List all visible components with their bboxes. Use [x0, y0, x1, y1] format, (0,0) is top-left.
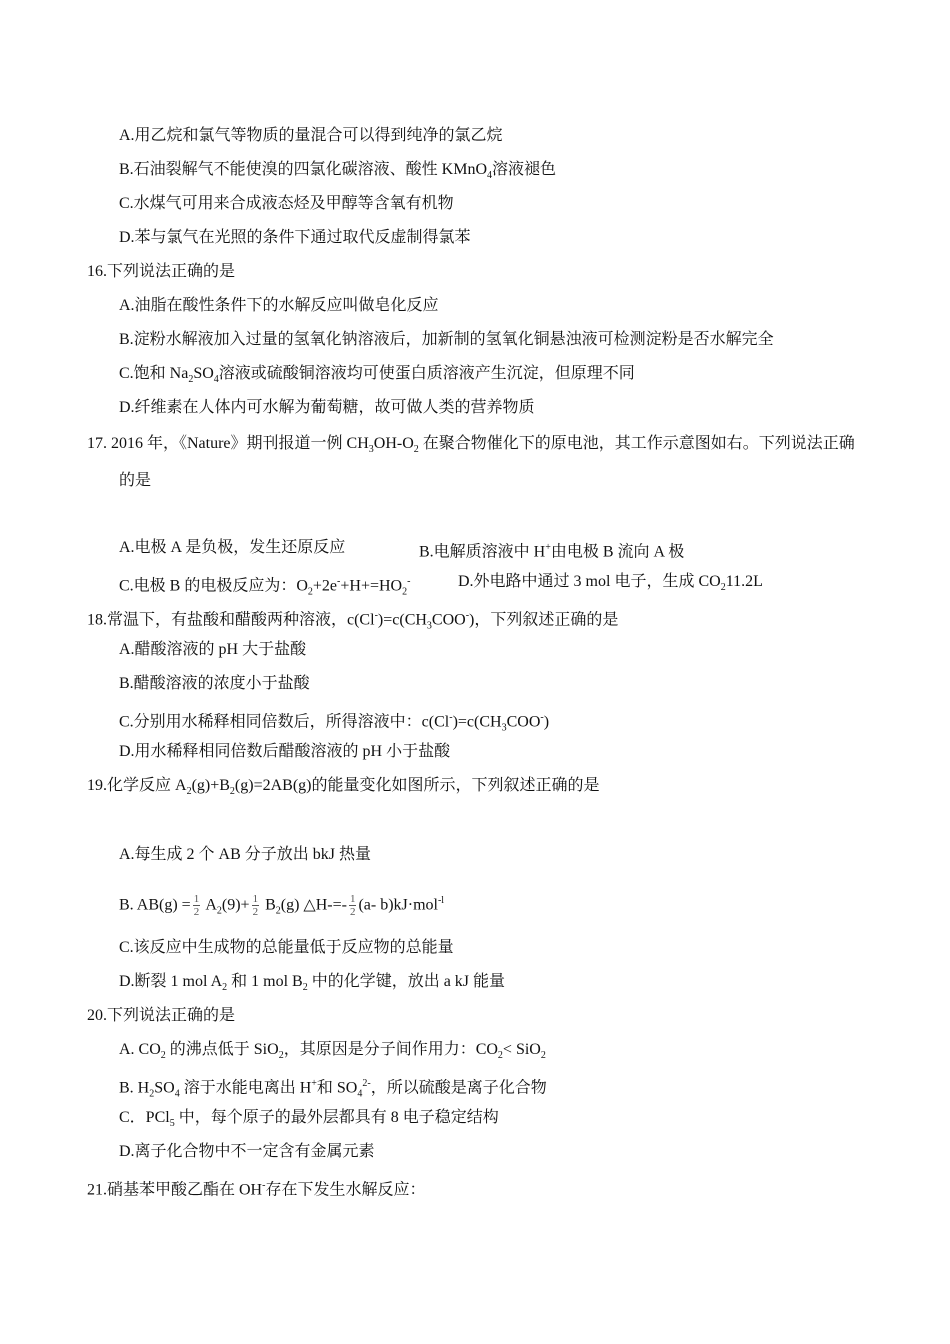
- q18-stem: [87, 606, 618, 637]
- text: (a- b)kJ·mol: [358, 896, 438, 914]
- q17-option-c: [119, 572, 410, 603]
- text: )=c(CH: [452, 713, 502, 731]
- text: +H+=HO: [340, 577, 403, 595]
- subscript: 3: [501, 722, 507, 734]
- text: ): [543, 713, 550, 731]
- q20-option-d: [119, 1142, 375, 1162]
- text: B. AB(g) =: [119, 896, 191, 914]
- subscript: 2: [720, 582, 726, 594]
- subscript: 2: [222, 982, 228, 994]
- text: )，下列叙述正确的是: [469, 611, 619, 629]
- text: D.纤维素在人体内可水解为葡萄糖，故可做人类的营养物质: [119, 399, 535, 416]
- subscript: 2: [497, 1050, 503, 1062]
- text: B: [261, 896, 276, 914]
- text: A. CO: [119, 1041, 161, 1058]
- q21-stem: [87, 1176, 425, 1200]
- text: 溶液褪色: [492, 161, 557, 178]
- text: 11.2L: [725, 573, 763, 590]
- text: B.电解质溶液中 H: [419, 543, 546, 561]
- text: B. H: [119, 1079, 150, 1097]
- text: (g)+B: [191, 777, 230, 794]
- q17-option-a: [119, 538, 345, 558]
- subscript: 4: [487, 170, 493, 182]
- q18-option-b: [119, 674, 310, 694]
- q18-option-d: [119, 742, 450, 762]
- subscript: 2: [302, 982, 308, 994]
- text: 的沸点低于 SiO: [165, 1041, 279, 1058]
- q19-stem: [87, 776, 600, 802]
- subscript: 2: [149, 1088, 155, 1100]
- text: 19.化学反应 A: [87, 777, 187, 794]
- text: 21.硝基苯甲酸乙酯在 OH: [87, 1181, 263, 1199]
- text: 溶液或硫酸铜溶液均可使蛋白质溶液产生沉淀，但原理不同: [218, 365, 635, 382]
- q20-option-b: [119, 1074, 547, 1105]
- text: C．PCl: [119, 1109, 170, 1126]
- text: D.离子化合物中不一定含有金属元素: [119, 1143, 375, 1160]
- text: 和 1 mol B: [227, 973, 303, 990]
- text: )=c(CH: [377, 611, 427, 629]
- text: OH-O: [373, 435, 414, 452]
- subscript: 4: [357, 1088, 363, 1100]
- text: (9)+: [221, 896, 250, 914]
- subscript: 5: [169, 1118, 175, 1130]
- subscript: 4: [174, 1088, 180, 1100]
- text: ，其原因是分子间作用力：CO: [283, 1041, 498, 1058]
- fraction-half: [349, 893, 357, 918]
- text: C.该反应中生成物的总能量低于反应物的总能量: [119, 939, 454, 956]
- text: B.醋酸溶液的浓度小于盐酸: [119, 675, 310, 692]
- text: 溶于水能电离出 H: [179, 1079, 312, 1097]
- text: A.醋酸溶液的 pH 大于盐酸: [119, 641, 307, 658]
- q15-option-b: [119, 160, 556, 186]
- text: C.饱和 Na: [119, 365, 189, 382]
- q19-option-d: [119, 972, 505, 998]
- fraction-denominator: 2: [349, 906, 356, 919]
- text: 由电极 B 流向 A 极: [550, 543, 685, 561]
- fraction-half: [193, 893, 201, 918]
- superscript: 2-: [362, 1078, 371, 1089]
- text: A.电极 A 是负极，发生还原反应: [119, 539, 346, 556]
- subscript: 2: [229, 786, 235, 798]
- subscript: 2: [307, 586, 313, 598]
- q20-stem: [87, 1006, 235, 1026]
- superscript: +: [311, 1078, 317, 1089]
- q19-option-c: [119, 938, 454, 958]
- subscript: 2: [186, 786, 192, 798]
- superscript: -: [407, 576, 411, 587]
- text: 20.下列说法正确的是: [87, 1007, 236, 1024]
- q16-option-d: [119, 398, 535, 418]
- text: D.断裂 1 mol A: [119, 973, 223, 990]
- q15-option-d-text: D.苯与氯气在光照的条件下通过取代反虚制得氯苯: [119, 229, 471, 246]
- q17-option-d: [458, 572, 763, 598]
- subscript: 2: [402, 586, 408, 598]
- text: COO: [431, 611, 466, 629]
- text: 的是: [119, 472, 152, 489]
- q20-option-c: [119, 1108, 499, 1134]
- subscript: 3: [426, 620, 432, 632]
- text: < SiO: [502, 1041, 541, 1058]
- subscript: 2: [160, 1050, 166, 1062]
- text: D.用水稀释相同倍数后醋酸溶液的 pH 小于盐酸: [119, 743, 451, 760]
- subscript: 4: [213, 374, 219, 386]
- text: ，所以硫酸是离子化合物: [370, 1079, 547, 1097]
- superscript: -: [465, 610, 470, 621]
- q15-option-d: [119, 228, 471, 248]
- text: SO: [154, 1079, 175, 1097]
- fraction-denominator: 2: [193, 906, 200, 919]
- text: 和 SO: [316, 1079, 358, 1097]
- subscript: 2: [188, 374, 194, 386]
- q20-option-a: [119, 1040, 546, 1066]
- superscript: +: [545, 542, 551, 553]
- text: COO: [506, 713, 541, 731]
- superscript: -: [540, 712, 544, 723]
- q16-option-a: [119, 296, 439, 316]
- text: C.分别用水稀释相同倍数后，所得溶液中：c(Cl: [119, 713, 450, 731]
- q16-option-c: [119, 364, 635, 390]
- superscript: -l: [437, 895, 445, 906]
- superscript: -: [374, 610, 378, 621]
- text: SO: [193, 365, 214, 382]
- superscript: -: [449, 712, 453, 723]
- q16-option-b: [119, 330, 774, 350]
- subscript: 2: [540, 1050, 546, 1062]
- subscript: 2: [275, 905, 281, 917]
- q15-option-a: [119, 126, 503, 146]
- q15-option-c-text: C.水煤气可用来合成液态烃及甲醇等含氧有机物: [119, 195, 454, 212]
- q18-option-a: [119, 640, 306, 660]
- text: 在聚合物催化下的原电池，其工作示意图如右。下列说法正确: [418, 435, 855, 452]
- subscript: 2: [216, 905, 222, 917]
- text: (g)=2AB(g)的能量变化如图所示，下列叙述正确的是: [234, 777, 600, 794]
- fraction-denominator: 2: [252, 906, 259, 919]
- q16-stem: [87, 262, 235, 282]
- text: C.电极 B 的电极反应为：O: [119, 577, 308, 595]
- fraction-numerator: 1: [349, 893, 356, 906]
- fraction-half: [252, 893, 260, 918]
- text: 中的化学键，放出 a kJ 能量: [307, 973, 506, 990]
- text: 存在下发生水解反应：: [265, 1181, 426, 1199]
- subscript: 3: [368, 444, 374, 456]
- text: A.每生成 2 个 AB 分子放出 bkJ 热量: [119, 846, 372, 863]
- text: 中，每个原子的最外层都具有 8 电子稳定结构: [174, 1109, 499, 1126]
- subscript: 2: [413, 444, 419, 456]
- q15-option-a-text: A.用乙烷和氯气等物质的量混合可以得到纯净的氯乙烷: [119, 127, 503, 144]
- q17-option-b: [419, 538, 684, 562]
- superscript: -: [337, 576, 341, 587]
- text: B.淀粉水解液加入过量的氢氧化钠溶液后，加新制的氢氧化铜悬浊液可检测淀粉是否水解完全: [119, 331, 774, 348]
- text: A.油脂在酸性条件下的水解反应叫做皂化反应: [119, 297, 439, 314]
- q15-option-c: [119, 194, 454, 214]
- text: A: [202, 896, 217, 914]
- text: D.外电路中通过 3 mol 电子，生成 CO: [458, 573, 721, 590]
- fraction-numerator: 1: [193, 893, 200, 906]
- q16-stem-text: 16.下列说法正确的是: [87, 263, 236, 280]
- q18-option-c: [119, 708, 549, 739]
- text: +2e: [312, 577, 338, 595]
- superscript: -: [262, 1180, 266, 1191]
- q17-stem-line2: [119, 471, 151, 491]
- q17-stem-line1: [87, 434, 855, 460]
- text: 18.常温下，有盐酸和醋酸两种溶液，c(Cl: [87, 611, 375, 629]
- subscript: 2: [278, 1050, 284, 1062]
- q19-option-b: [119, 888, 444, 925]
- text: (g) △H-=-: [280, 896, 347, 914]
- text: B.石油裂解气不能使溴的四氯化碳溶液、酸性 KMnO: [119, 161, 488, 178]
- q19-option-a: [119, 845, 371, 865]
- fraction-numerator: 1: [252, 893, 259, 906]
- text: 17. 2016 年，《Nature》期刊报道一例 CH: [87, 435, 369, 452]
